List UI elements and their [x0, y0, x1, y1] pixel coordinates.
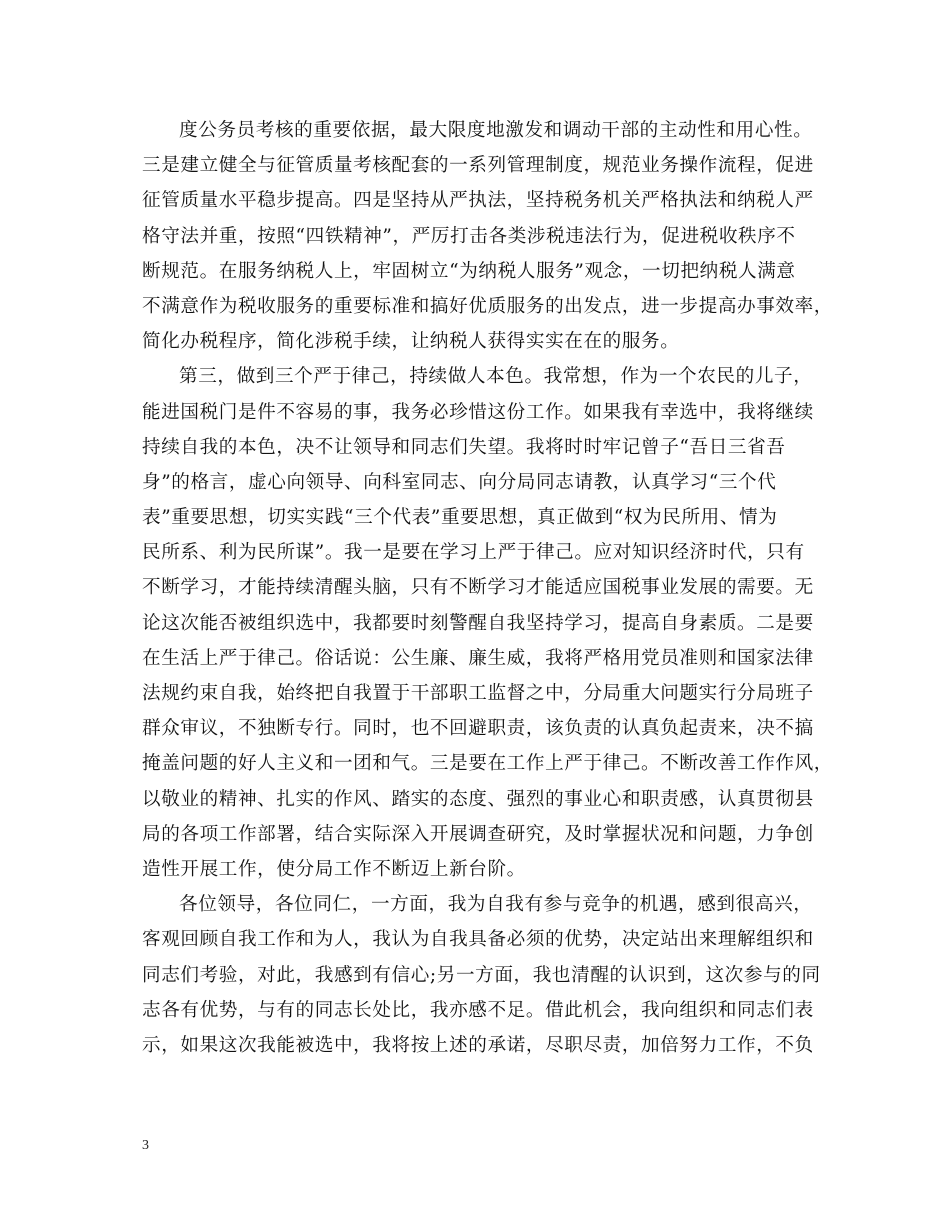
text-line: 格守法并重，按照“四铁精神”，严厉打击各类涉税违法行为，促进税收秩序不 — [142, 225, 796, 247]
page-number: 3 — [142, 1138, 149, 1153]
body-text — [142, 113, 833, 1063]
text-line: 持续自我的本色，决不让领导和同志们失望。我将时时牢记曾子“吾日三省吾 — [142, 436, 786, 458]
text-line: 民所系、利为民所谋”。我一是要在学习上严于律己。应对知识经济时代，只有 — [142, 542, 805, 564]
text-line: 示，如果这次我能被选中，我将按上述的承诺，尽职尽责，加倍努力工作，不负 — [142, 1034, 814, 1056]
text-line: 同志们考验，对此，我感到有信心;另一方面，我也清醒的认识到，这次参与的同 — [142, 964, 821, 986]
text-line: 志各有优势，与有的同志长处比，我亦感不足。借此机会，我向组织和同志们表 — [142, 999, 814, 1021]
text-line: 掩盖问题的好人主义和一团和气。三是要在工作上严于律己。不断改善工作作风， — [142, 753, 833, 775]
text-line: 客观回顾自我工作和为人，我认为自我具备必须的优势，决定站出来理解组织和 — [142, 929, 814, 951]
text-line: 三是建立健全与征管质量考核配套的一系列管理制度，规范业务操作流程，促进 — [142, 155, 814, 177]
text-line: 能进国税门是件不容易的事，我务必珍惜这份工作。如果我有幸选中，我将继续 — [142, 401, 814, 423]
text-line: 在生活上严于律己。俗话说：公生廉、廉生威，我将严格用党员准则和国家法律 — [142, 647, 814, 669]
text-line: 征管质量水平稳步提高。四是坚持从严执法，坚持税务机关严格执法和纳税人严 — [142, 190, 814, 212]
text-line: 各位领导，各位同仁，一方面，我为自我有参与竞争的机遇，感到很高兴， — [179, 894, 813, 916]
text-line: 论这次能否被组织选中，我都要时刻警醒自我坚持学习，提高自身素质。二是要 — [142, 612, 814, 634]
text-line: 不断学习，才能持续清醒头脑，只有不断学习才能适应国税事业发展的需要。无 — [142, 577, 814, 599]
text-line: 不满意作为税收服务的重要标准和搞好优质服务的出发点，进一步提高办事效率， — [142, 295, 833, 317]
text-line: 断规范。在服务纳税人上，牢固树立“为纳税人服务”观念，一切把纳税人满意 — [142, 260, 796, 282]
text-line: 第三，做到三个严于律己，持续做人本色。我常想，作为一个农民的儿子， — [179, 366, 813, 388]
text-line: 造性开展工作，使分局工作不断迈上新台阶。 — [142, 858, 526, 880]
text-line: 度公务员考核的重要依据，最大限度地激发和调动干部的主动性和用心性。 — [179, 120, 813, 141]
text-line: 群众审议，不独断专行。同时，也不回避职责，该负责的认真负起责来，决不搞 — [142, 718, 814, 740]
text-line: 表”重要思想，切实实践“三个代表”重要思想，真正做到“权为民所用、情为 — [142, 507, 778, 529]
text-line: 简化办税程序，简化涉税手续，让纳税人获得实实在在的服务。 — [142, 331, 680, 353]
text-line: 身”的格言，虚心向领导、向科室同志、向分局同志请教，认真学习“三个代 — [142, 471, 777, 493]
text-line: 局的各项工作部署，结合实际深入开展调查研究，及时掌握状况和问题，力争创 — [142, 823, 814, 845]
text-line: 以敬业的精神、扎实的作风、踏实的态度、强烈的事业心和职责感，认真贯彻县 — [142, 788, 814, 810]
text-line: 法规约束自我，始终把自我置于干部职工监督之中，分局重大问题实行分局班子 — [142, 683, 814, 704]
